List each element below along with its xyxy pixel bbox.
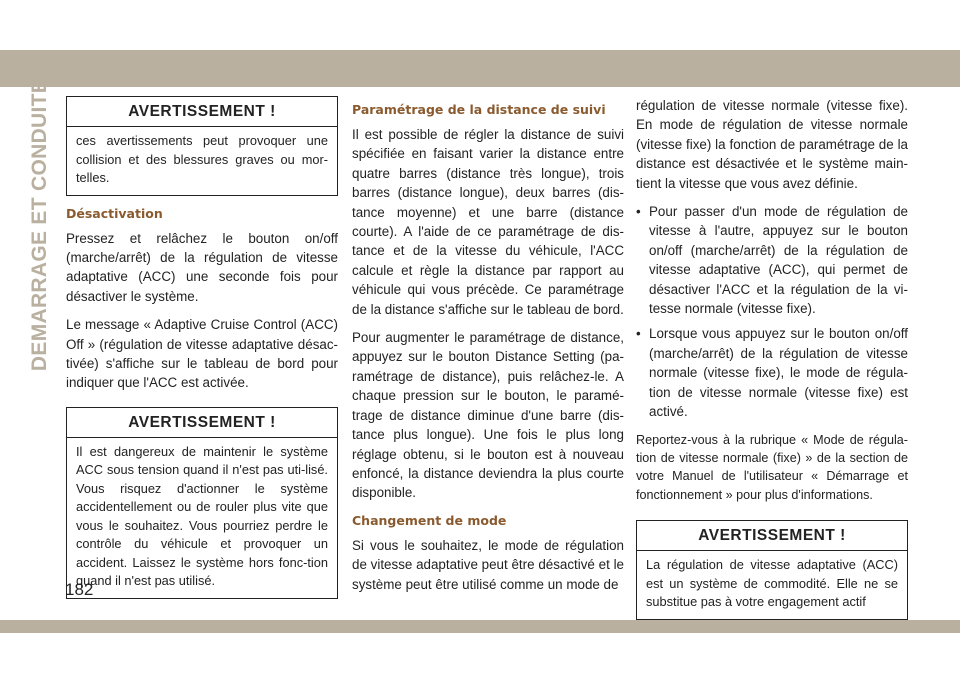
warning-box [66, 96, 338, 196]
paragraph: Pour augmenter le paramétrage de distance, appuyez sur le bouton Distance Setting (pa-ramétrage de distance), puis relâchez-le. A chaque pression sur le bouton, le paramé-trage de distance diminue d'une barre (dis-tance plus longue). Une fois le plus long réglage obtenu, si le bouton est à nouveau enfoncé, la distance deviendra la plus courte disponible. [352, 330, 624, 501]
warning-title: AVERTISSEMENT ! [637, 521, 907, 551]
paragraph: Si vous le souhaitez, le mode de régulation de vitesse adaptative peut être désactivé et le système peut être utilisé comme un mode de [352, 537, 624, 592]
bullet-icon: • [636, 204, 641, 220]
list-item [636, 202, 908, 318]
paragraph: Pressez et relâchez le bouton on/off (marche/arrêt) de la régulation de vitesse adaptative (ACC) une seconde fois pour désactiver le système. [66, 230, 338, 304]
list-item [636, 324, 908, 421]
warning-text: ces avertissements peut provoquer une collision et des blessures graves ou mor-telles. [76, 133, 328, 185]
warning-box [66, 407, 338, 599]
page-number: 182 [65, 580, 94, 599]
column-1 [66, 96, 338, 607]
section-heading: Désactivation [66, 205, 163, 221]
paragraph: Le message « Adaptive Cruise Control (ACC) Off » (régulation de vitesse adaptative désac-tivée) s'affiche sur le tableau de bord pour indiquer que l'ACC est activée. [66, 317, 338, 391]
bullet-list [636, 202, 908, 421]
list-item-text: Lorsque vous appuyez sur le bouton on/off (marche/arrêt) de la régulation de vitesse normale (vitesse fixe), le mode de régula-tion de vitesse normale (vitesse fixe) est activé. [649, 326, 908, 420]
paragraph: Il est possible de régler la distance de suivi spécifiée en faisant varier la distance entre quatre barres (distance très longue), trois barres (distance longue), deux barres (dis-tance moyenne) et une barre (distance courte). A l'aide de ce paramétrage de dis-tance et de la vitesse du véhicule, l'ACC calcule et règle la distance par rapport au véhicule qui vous précède. Ce paramétrage de la distance s'affiche sur le tableau de bord. [352, 127, 624, 317]
reference-paragraph: Reportez-vous à la rubrique « Mode de régula-tion de vitesse normale (fixe) » de la section de votre Manuel de l'utilisateur « Démarrage et fonctionnement » pour plus d'informations. [636, 432, 908, 502]
paragraph: régulation de vitesse normale (vitesse fixe). En mode de régulation de vitesse normale (vitesse fixe) la fonction de paramétrage de la distance est désactivée et le système main-tient la vitesse que vous avez définie. [636, 98, 908, 191]
warning-title: AVERTISSEMENT ! [67, 97, 337, 127]
section-heading: Paramétrage de la distance de suivi [352, 102, 606, 117]
column-2 [352, 96, 624, 603]
column-3 [636, 96, 908, 628]
warning-box [636, 520, 908, 620]
warning-text: Il est dangereux de maintenir le système ACC sous tension quand il n'est pas uti-lisé. Vous risquez d'actionner le système accidentellement ou de rouler plus vite que vous le souhaitez. Vous pourriez perdre le contrôle du véhicule et provoquer un accident. Laissez le système hors fonc-tion quand il n'est pas utilisé. [76, 443, 328, 589]
warning-text: La régulation de vitesse adaptative (ACC) est un système de commodité. Elle ne se substitue pas à votre engagement actif [646, 557, 898, 610]
bullet-icon: • [636, 326, 641, 342]
section-heading: Changement de mode [352, 512, 507, 528]
section-side-tab [28, 78, 52, 372]
header-band [0, 50, 960, 87]
section-title: DEMARRAGE ET CONDUITE [28, 78, 51, 372]
warning-title: AVERTISSEMENT ! [67, 408, 337, 438]
list-item-text: Pour passer d'un mode de régulation de vitesse à l'autre, appuyez sur le bouton on/off (marche/arrêt) de la régulation de vitesse adaptative (ACC), qui permet de désactiver l'ACC et la régulation de la vi-tesse normale (vitesse fixe). [649, 204, 908, 317]
